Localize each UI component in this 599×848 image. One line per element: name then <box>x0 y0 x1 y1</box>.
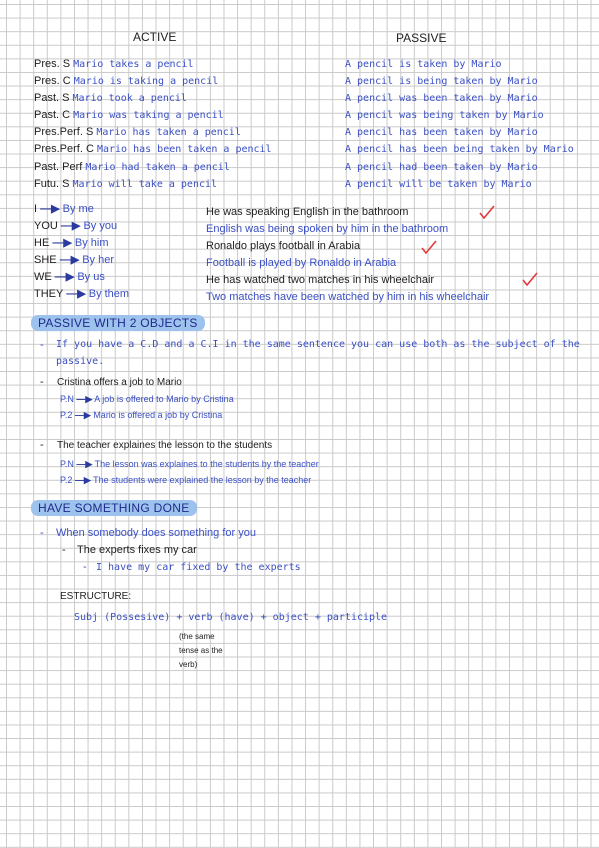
active-sentence: Mario was taking a pencil <box>73 110 224 121</box>
pronoun-row <box>34 202 94 216</box>
variant-text: Mario is offered a job by Cristina <box>93 410 223 420</box>
passive-sentence: A pencil was being taken by Mario <box>345 110 544 121</box>
arrow-right-icon: —▶ <box>74 475 91 485</box>
passive-header: PASSIVE <box>396 31 447 45</box>
pronoun-agent: By them <box>88 288 130 300</box>
variant-text: The lesson was explaines to the students by the teacher <box>94 459 319 469</box>
tense-label: Past. S <box>34 92 70 104</box>
tense-label: Pres.Perf. S <box>34 126 94 138</box>
variant-text: A job is offered to Mario by Cristina <box>94 394 234 404</box>
example-sentence: The experts fixes my car <box>77 544 197 556</box>
passive-sentence: A pencil was been taken by Mario <box>345 93 538 104</box>
pronoun-agent: By him <box>74 237 109 249</box>
passive-variant <box>60 474 311 487</box>
pronoun-row <box>34 270 105 284</box>
example-passive: I have my car fixed by the experts <box>96 562 301 573</box>
active-sentence: Mario took a pencil <box>72 93 187 104</box>
pronoun-row <box>34 253 114 267</box>
example-active: He has watched two matches in his wheelchair <box>206 274 435 286</box>
structure-label: ESTRUCTURE: <box>60 591 132 602</box>
pronoun-subject: WE <box>34 271 52 283</box>
example-active: He was speaking English in the bathroom <box>206 206 409 218</box>
rule-text: If you have a C.D and a C.I in the same sentence you can use both as the subject of the <box>56 339 580 350</box>
pronoun-agent: By me <box>62 203 94 215</box>
passive-variant <box>60 409 222 422</box>
arrow-right-icon: —▶ <box>76 459 93 469</box>
active-header: ACTIVE <box>133 30 177 44</box>
tense-label: Pres.Perf. C <box>34 143 94 155</box>
bullet-dash: - <box>40 376 44 388</box>
pronoun-subject: SHE <box>34 254 57 266</box>
pronoun-subject: HE <box>34 237 50 249</box>
bullet-dash: - <box>83 561 87 573</box>
tense-label: Futu. S <box>34 178 70 190</box>
passive-sentence: A pencil had been taken by Mario <box>345 162 538 173</box>
passive-variant <box>60 393 234 406</box>
arrow-right-icon: —▶ <box>60 220 81 232</box>
example-passive: Football is played by Ronaldo in Arabia <box>206 257 397 269</box>
active-sentence: Mario takes a pencil <box>73 59 194 70</box>
tense-row <box>34 142 272 157</box>
structure-note: verb) <box>179 660 198 669</box>
passive-sentence: A pencil has been being taken by Mario <box>345 144 574 155</box>
structure-note: tense as the <box>179 646 223 655</box>
active-sentence: Mario has been taken a pencil <box>96 144 272 155</box>
rule-text-cont: passive. <box>56 356 105 367</box>
pronoun-row <box>34 219 117 233</box>
tense-label: Pres. C <box>34 75 71 87</box>
structure-formula: Subj (Possesive) + verb (have) + object + participle <box>74 612 388 623</box>
pronoun-row <box>34 236 109 250</box>
tense-label: Past. C <box>34 109 71 121</box>
structure-note: (the same <box>179 632 215 641</box>
active-sentence: Mario will take a pencil <box>72 179 218 190</box>
rule-line <box>40 338 44 352</box>
bullet-dash: - <box>62 544 66 556</box>
arrow-right-icon: —▶ <box>76 394 93 404</box>
pronoun-row <box>34 287 129 301</box>
passive-variant <box>60 458 319 471</box>
section-title-have-something-done: HAVE SOMETHING DONE <box>31 500 197 516</box>
bullet-dash: - <box>40 439 44 451</box>
example-active: Ronaldo plays football in Arabia <box>206 240 361 252</box>
tense-row <box>34 91 187 106</box>
arrow-right-icon: —▶ <box>54 271 75 283</box>
bullet-dash: - <box>40 527 44 539</box>
arrow-right-icon: —▶ <box>59 254 80 266</box>
passive-sentence: A pencil is taken by Mario <box>345 59 502 70</box>
tense-label: Past. Perf <box>34 161 83 173</box>
arrow-right-icon: —▶ <box>74 410 91 420</box>
rule-text: When somebody does something for you <box>56 527 256 539</box>
active-sentence: Mario is taking a pencil <box>73 76 219 87</box>
checkmark-icon <box>521 272 539 288</box>
checkmark-icon <box>420 240 438 256</box>
tense-row <box>34 57 194 72</box>
tense-row <box>34 108 224 123</box>
variant-label: P.N <box>60 459 74 469</box>
example-sentence: Cristina offers a job to Mario <box>57 377 182 388</box>
arrow-right-icon: —▶ <box>40 203 60 215</box>
arrow-right-icon: —▶ <box>66 288 86 300</box>
active-sentence: Mario has taken a pencil <box>96 127 241 138</box>
variant-label: P.2 <box>60 475 73 485</box>
pronoun-agent: By us <box>77 271 105 283</box>
tense-row <box>34 125 241 140</box>
pronoun-agent: By you <box>83 220 118 232</box>
variant-label: P.N <box>60 394 74 404</box>
example-sentence: The teacher explaines the lesson to the students <box>57 440 273 451</box>
tense-row <box>34 177 217 192</box>
pronoun-subject: THEY <box>34 288 64 300</box>
passive-sentence: A pencil is being taken by Mario <box>345 76 538 87</box>
tense-row <box>34 160 230 175</box>
active-sentence: Mario had taken a pencil <box>85 162 230 173</box>
arrow-right-icon: —▶ <box>52 237 72 249</box>
pronoun-agent: By her <box>82 254 115 266</box>
variant-text: The students were explained the lesson by the teacher <box>93 475 312 485</box>
example-passive: Two matches have been watched by him in his wheelchair <box>206 291 490 303</box>
section-title-passive-two-objects: PASSIVE WITH 2 OBJECTS <box>31 315 205 331</box>
tense-label: Pres. S <box>34 58 71 70</box>
variant-label: P.2 <box>60 410 73 420</box>
passive-sentence: A pencil will be taken by Mario <box>345 179 532 190</box>
example-passive: English was being spoken by him in the bathroom <box>206 223 449 235</box>
bullet-dash: - <box>40 339 44 351</box>
pronoun-subject: I <box>34 203 38 215</box>
tense-row <box>34 74 218 89</box>
checkmark-icon <box>478 205 496 221</box>
pronoun-subject: YOU <box>34 220 58 232</box>
passive-sentence: A pencil has been taken by Mario <box>345 127 538 138</box>
